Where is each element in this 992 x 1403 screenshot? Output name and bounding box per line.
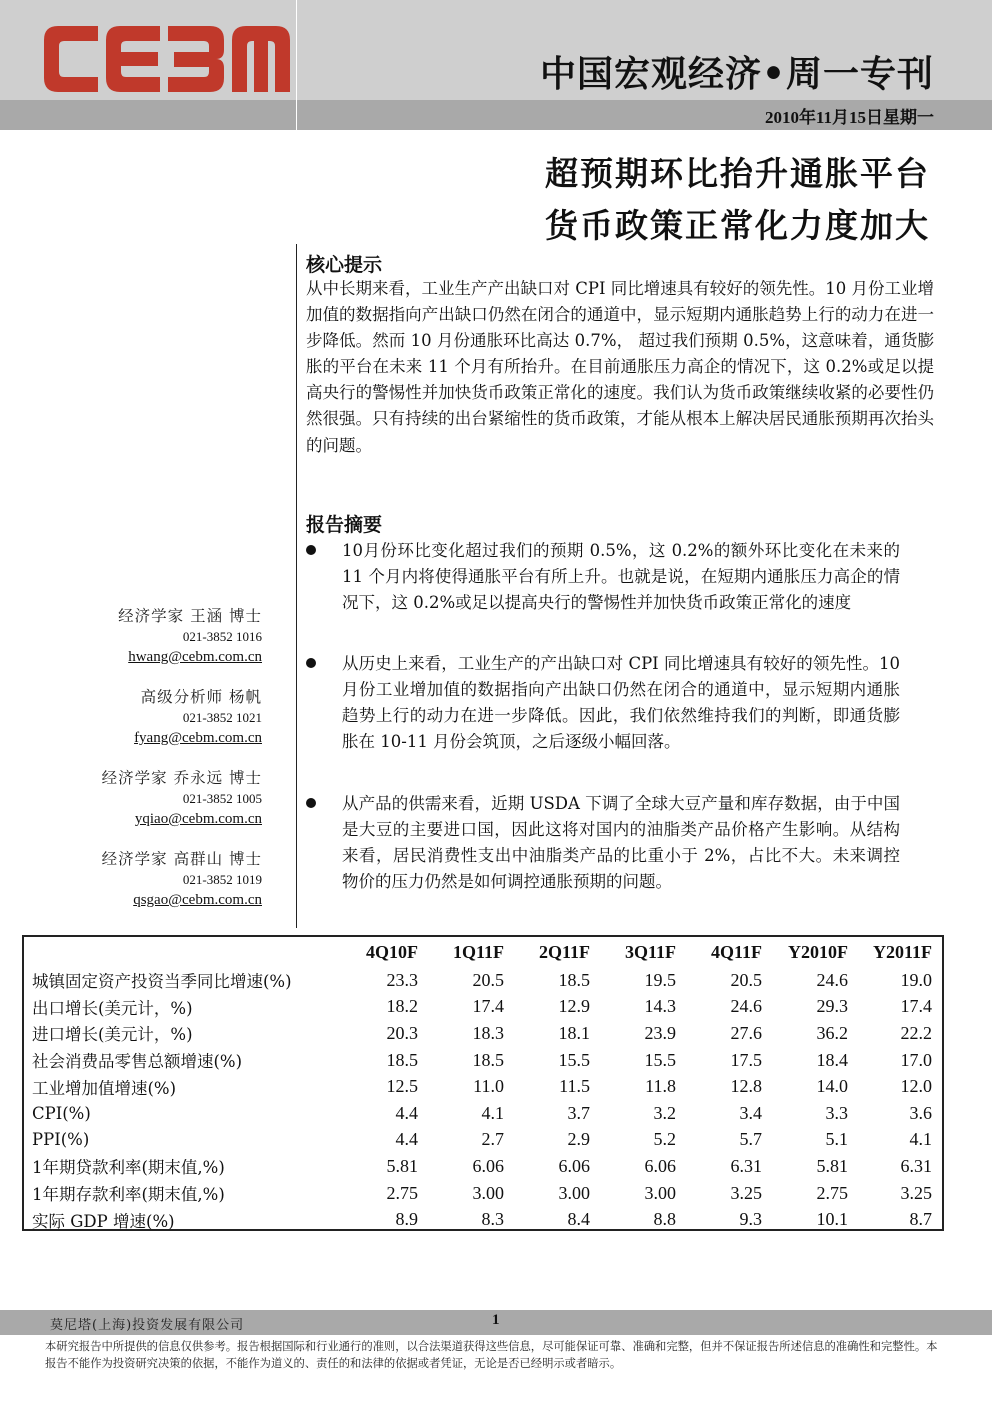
column-header: Y2011F [872,941,932,962]
table-row [24,1127,942,1154]
table-cell: 18.5 [558,969,590,990]
table-cell: 12.5 [386,1076,418,1097]
table-row [24,994,942,1021]
table-cell: 17.5 [730,1049,762,1070]
table-cell: 3.2 [653,1102,676,1123]
headline-line-2: 货币政策正常化力度加大 [545,206,930,245]
column-header: 4Q11F [710,941,762,962]
table-cell: 24.6 [816,969,848,990]
row-label: 城镇固定资产投资当季同比增速(%) [32,972,292,992]
analyst-block [118,604,262,668]
abstract-bullet-text: 从产品的供需来看，近期 USDA 下调了全球大豆产量和库存数据，由于中国是大豆的主要进口国，因此这将对国内的油脂类产品价格产生影响。从结构来看，居民消费性支出中油脂类产品的比重小于 2%，占比不大。未来调控物价的压力仍然是如何调控通胀预期的问题。 [342,794,900,892]
cebm-logo [44,26,290,96]
table-cell: 11.0 [473,1076,504,1097]
table-cell: 20.5 [472,969,504,990]
column-header: 2Q11F [538,941,590,962]
forecast-table [22,935,944,1231]
table-cell: 12.8 [730,1076,762,1097]
table-cell: 15.5 [644,1049,676,1070]
table-cell: 6.06 [472,1155,504,1176]
table-cell: 23.3 [386,969,418,990]
footer-company: 莫尼塔(上海)投资发展有限公司 [50,1318,245,1333]
table-cell: 23.9 [644,1022,676,1043]
row-label: 进口增长(美元计，%) [32,1025,193,1045]
row-label: 工业增加值增速(%) [32,1078,177,1098]
key-points-title: 核心提示 [306,254,383,276]
table-cell: 19.5 [644,969,676,990]
abstract-title: 报告摘要 [306,514,383,536]
table-cell: 36.2 [816,1022,848,1043]
forecast-table-grid [24,937,942,1233]
bullet-icon [306,798,316,808]
report-date: 2010年11月15日星期一 [764,108,934,127]
bullet-icon [306,545,316,555]
table-cell: 22.2 [900,1022,932,1043]
table-cell: 18.3 [472,1022,504,1043]
analyst-phone: 021-3852 1005 [182,791,262,806]
table-cell: 17.4 [472,996,504,1017]
table-cell: 8.9 [395,1209,418,1230]
table-cell: 17.0 [900,1049,932,1070]
cebm-logo-mark [44,26,290,92]
table-cell: 10.1 [816,1209,848,1230]
table-cell: 4.4 [395,1102,418,1123]
table-cell: 20.3 [386,1022,418,1043]
analyst-phone: 021-3852 1016 [182,629,262,644]
analyst-email-link[interactable]: hwang@cebm.com.cn [128,649,262,665]
table-cell: 3.7 [567,1102,590,1123]
table-cell: 18.2 [386,996,418,1017]
column-divider [296,244,297,928]
header-divider [296,0,297,130]
row-label: 实际 GDP 增速(%) [32,1211,175,1231]
table-cell: 3.6 [909,1102,932,1123]
table-cell: 3.00 [472,1182,504,1203]
analyst-email-link[interactable]: qsgao@cebm.com.cn [133,892,262,908]
table-cell: 3.00 [644,1182,676,1203]
table-cell: 4.1 [481,1102,504,1123]
row-label: 1年期贷款利率(期末值,%) [32,1158,225,1178]
table-row [24,1206,942,1233]
table-cell: 4.1 [909,1129,932,1150]
analyst-name: 高级分析师 杨帆 [140,688,262,706]
table-cell: 17.4 [900,996,932,1017]
disclaimer: 本研究报告中所提供的信息仅供参考。报告根据国际和行业通行的准则，以合法渠道获得这些信息，尽可能保证可靠、准确和完整，但并不保证报告所述信息的准确性和完整性。本报告不能作为投资研究决策的依据，不能作为道义的、责任的和法律的依据或者凭证，无论是否已经明示或者暗示。 [45,1340,938,1370]
column-header: 1Q11F [452,941,504,962]
table-row [24,1100,942,1127]
analyst-phone: 021-3852 1019 [182,872,262,887]
table-cell: 3.25 [900,1182,932,1203]
row-label: PPI(%) [32,1130,90,1150]
column-header: Y2010F [788,941,848,962]
table-cell: 8.7 [909,1209,932,1230]
table-cell: 6.06 [558,1155,590,1176]
table-cell: 18.1 [558,1022,590,1043]
table-cell: 18.5 [472,1049,504,1070]
table-cell: 12.0 [900,1076,932,1097]
table-cell: 3.25 [730,1182,762,1203]
column-header: 4Q10F [366,941,418,962]
key-points-text: 从中长期来看，工业生产产出缺口对 CPI 同比增速具有较好的领先性。10 月份工业增加值的数据指向产出缺口仍然在闭合的通道中，显示短期内通胀趋势上行的动力在进一步降低。然而 10 月份通胀环比高达 0.7%， 超过我们预期 0.5%，这意味着，通货膨胀的平台在未来 11 个月有所抬升。在目前通胀压力高企的情况下，这 0.2%或足以提高央行的警惕性并加快货币政策正常化的速度。我们认为货币政策继续收紧的必要性仍然很强。只有持续的出台紧缩性的货币政策，才能从根本上解决居民通胀预期再次抬头的问题。 [306,279,934,455]
abstract-bullet-text: 10月份环比变化超过我们的预期 0.5%，这 0.2%的额外环比变化在未来的 11 个月内将使得通胀平台有所上升。也就是说，在短期内通胀压力高企的情况下，这 0.2%或足以提高央行的警惕性并加快货币政策正常化的速度 [342,541,900,613]
table-cell: 5.7 [739,1129,762,1150]
column-header: 3Q11F [624,941,676,962]
table-row [24,1153,942,1180]
table-cell: 2.75 [816,1182,848,1203]
table-cell: 4.4 [395,1129,418,1150]
table-cell: 20.5 [730,969,762,990]
table-cell: 15.5 [558,1049,590,1070]
analyst-block [102,847,262,911]
table-row [24,1020,942,1047]
analyst-email-link[interactable]: fyang@cebm.com.cn [134,730,262,746]
row-label: 1年期存款利率(期末值,%) [32,1185,225,1205]
page-number: 1 [492,1312,500,1328]
table-cell: 6.31 [730,1155,762,1176]
table-cell: 5.81 [386,1155,418,1176]
table-cell: 3.00 [558,1182,590,1203]
table-cell: 8.4 [567,1209,590,1230]
table-row [24,1047,942,1074]
table-cell: 6.31 [900,1155,932,1176]
table-row [24,1180,942,1207]
table-cell: 5.81 [816,1155,848,1176]
publication-title: 中国宏观经济•周一专刊 [539,53,934,95]
table-row [24,1073,942,1100]
table-cell: 14.0 [816,1076,848,1097]
table-cell: 14.3 [644,996,676,1017]
table-cell: 12.9 [558,996,590,1017]
row-label: 出口增长(美元计，%) [32,998,193,1018]
table-row [24,967,942,994]
analyst-name: 经济学家 王涵 博士 [118,607,262,625]
table-cell: 2.7 [481,1129,504,1150]
analyst-block [102,766,262,830]
analyst-name: 经济学家 高群山 博士 [101,850,262,868]
table-cell: 2.9 [567,1129,590,1150]
table-cell: 11.5 [559,1076,590,1097]
table-cell: 19.0 [900,969,932,990]
table-cell: 9.3 [739,1209,762,1230]
table-cell: 3.3 [825,1102,848,1123]
row-label: CPI(%) [32,1103,91,1123]
table-cell: 29.3 [816,996,848,1017]
bullet-icon [306,658,316,668]
table-cell: 8.3 [481,1209,504,1230]
row-label: 社会消费品零售总额增速(%) [32,1052,243,1072]
table-cell: 5.2 [653,1129,676,1150]
table-cell: 27.6 [730,1022,762,1043]
table-cell: 18.5 [386,1049,418,1070]
analyst-block [134,685,262,749]
table-cell: 8.8 [653,1209,676,1230]
table-cell: 2.75 [386,1182,418,1203]
table-cell: 18.4 [816,1049,848,1070]
table-cell: 11.8 [645,1076,676,1097]
analyst-name: 经济学家 乔永远 博士 [101,769,262,787]
table-cell: 6.06 [644,1155,676,1176]
table-cell: 5.1 [825,1129,848,1150]
table-corner [24,937,342,967]
table-cell: 24.6 [730,996,762,1017]
analyst-phone: 021-3852 1021 [182,710,262,725]
abstract-bullet-text: 从历史上来看，工业生产的产出缺口对 CPI 同比增速具有较好的领先性。10 月份工业增加值的数据指向产出缺口仍然在闭合的通道中，显示短期内通胀趋势上行的动力在进一步降低。因此，我们依然维持我们的判断，即通货膨胀在 10-11 月份会筑顶，之后逐级小幅回落。 [342,654,900,752]
analyst-email-link[interactable]: yqiao@cebm.com.cn [134,811,262,827]
headline-line-1: 超预期环比抬升通胀平台 [545,154,930,193]
table-header-row [24,937,942,967]
table-cell: 3.4 [739,1102,762,1123]
